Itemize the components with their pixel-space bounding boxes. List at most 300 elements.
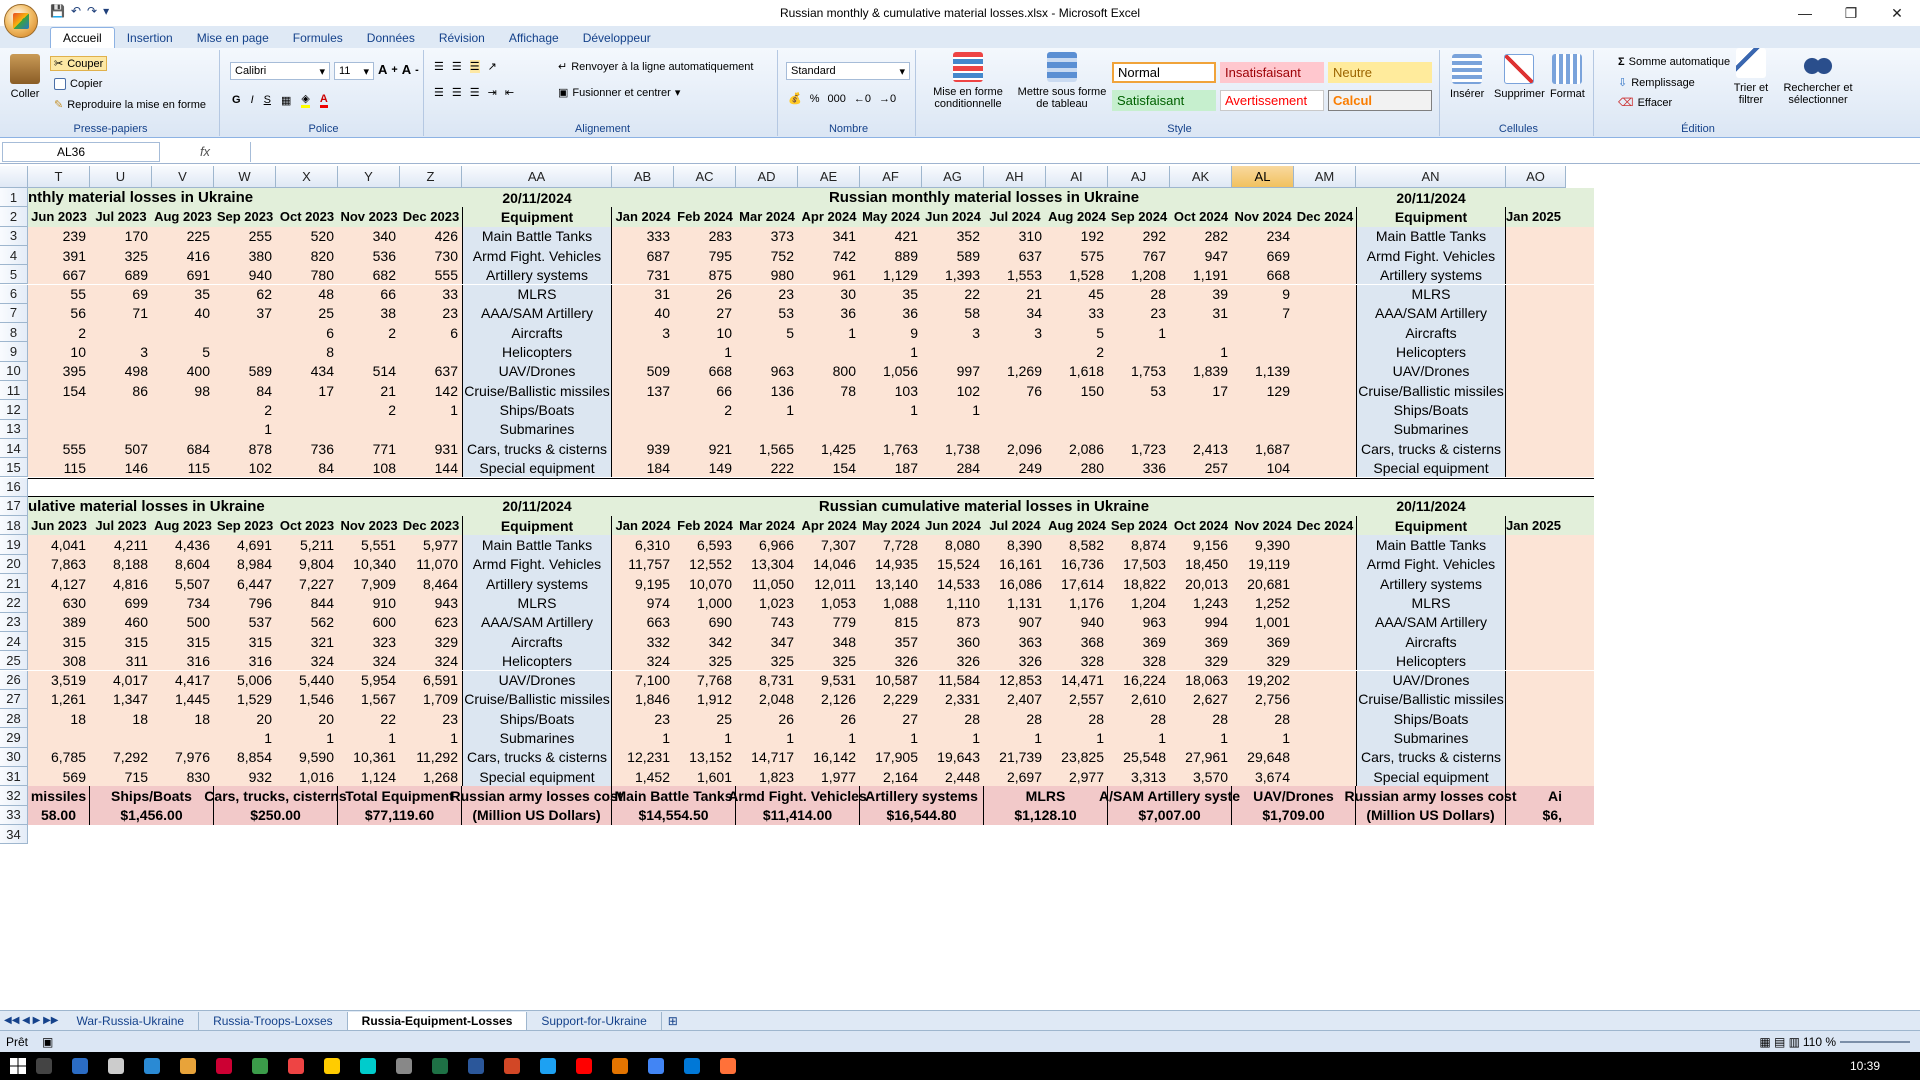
customize-qat-icon[interactable]: ▾ xyxy=(103,4,110,18)
data-cell[interactable]: 222 xyxy=(770,459,794,476)
data-cell[interactable] xyxy=(152,400,214,419)
data-cell[interactable]: 13,304 xyxy=(751,556,794,573)
data-cell[interactable]: 1,839 xyxy=(1192,363,1228,380)
data-cell[interactable]: 9,156 xyxy=(1192,537,1228,554)
data-cell[interactable]: 1,425 xyxy=(820,440,856,457)
data-cell[interactable]: 31 xyxy=(1212,305,1228,322)
data-cell[interactable]: 687 xyxy=(646,247,670,264)
style-normal[interactable]: Normal xyxy=(1112,62,1216,83)
excel-taskbar-icon[interactable] xyxy=(432,1058,448,1074)
data-cell[interactable] xyxy=(1108,420,1170,439)
tab-accueil[interactable]: Accueil xyxy=(50,27,115,48)
data-cell[interactable]: 39 xyxy=(1212,286,1228,303)
data-cell[interactable]: 17,614 xyxy=(1061,575,1104,592)
data-cell[interactable]: 66 xyxy=(716,382,732,399)
data-cell[interactable]: 910 xyxy=(372,594,396,611)
data-cell[interactable]: 815 xyxy=(894,614,918,631)
data-cell[interactable]: 668 xyxy=(1266,266,1290,283)
data-cell[interactable]: 2,096 xyxy=(1006,440,1042,457)
row-header-28[interactable]: 28 xyxy=(0,709,28,728)
row-header-20[interactable]: 20 xyxy=(0,555,28,574)
data-cell[interactable] xyxy=(1294,555,1356,574)
data-cell[interactable]: 699 xyxy=(124,594,148,611)
row-header-21[interactable]: 21 xyxy=(0,574,28,593)
tab-données[interactable]: Données xyxy=(366,31,415,45)
data-cell[interactable]: 6 xyxy=(450,324,458,341)
row-header-26[interactable]: 26 xyxy=(0,671,28,690)
data-cell[interactable] xyxy=(1294,709,1356,728)
data-cell[interactable]: 329 xyxy=(434,633,458,650)
data-cell[interactable]: 16,161 xyxy=(999,556,1042,573)
data-cell[interactable]: 1 xyxy=(1220,344,1228,361)
data-cell[interactable]: 460 xyxy=(124,614,148,631)
data-cell[interactable] xyxy=(1294,767,1356,786)
taskbar-app-icon[interactable] xyxy=(504,1058,520,1074)
data-cell[interactable]: 373 xyxy=(770,228,794,245)
data-cell[interactable]: 6 xyxy=(326,324,334,341)
column-header-t[interactable]: T xyxy=(28,166,90,188)
data-cell[interactable]: 21,739 xyxy=(999,749,1042,766)
taskbar-app-icon[interactable] xyxy=(144,1058,160,1074)
data-cell[interactable]: 315 xyxy=(186,633,210,650)
row-header-30[interactable]: 30 xyxy=(0,748,28,767)
data-cell[interactable]: 6,591 xyxy=(422,672,458,689)
data-cell[interactable]: 663 xyxy=(646,614,670,631)
data-cell[interactable]: 326 xyxy=(894,652,918,669)
data-cell[interactable]: 16,086 xyxy=(999,575,1042,592)
data-cell[interactable]: 8,080 xyxy=(944,537,980,554)
data-cell[interactable]: 5,211 xyxy=(300,537,334,554)
data-cell[interactable]: 507 xyxy=(124,440,148,457)
data-cell[interactable]: 332 xyxy=(646,633,670,650)
taskbar-app-icon[interactable] xyxy=(468,1058,484,1074)
data-cell[interactable]: 6,593 xyxy=(696,537,732,554)
data-cell[interactable]: 38 xyxy=(380,305,396,322)
data-cell[interactable]: 326 xyxy=(956,652,980,669)
row-header-4[interactable]: 4 xyxy=(0,246,28,265)
data-cell[interactable]: 537 xyxy=(248,614,272,631)
data-cell[interactable]: 889 xyxy=(894,247,918,264)
data-cell[interactable]: 369 xyxy=(1142,633,1166,650)
align-right-icon[interactable]: ☰ xyxy=(469,87,480,99)
data-cell[interactable]: 400 xyxy=(186,363,210,380)
data-cell[interactable]: 15,524 xyxy=(937,556,980,573)
data-cell[interactable]: 20 xyxy=(318,710,334,727)
data-cell[interactable]: 932 xyxy=(248,768,272,785)
data-cell[interactable]: 943 xyxy=(434,594,458,611)
column-header-af[interactable]: AF xyxy=(860,166,922,188)
style-neutral[interactable]: Neutre xyxy=(1328,62,1432,83)
data-cell[interactable] xyxy=(1294,420,1356,439)
row-header-29[interactable]: 29 xyxy=(0,728,28,747)
data-cell[interactable]: 352 xyxy=(956,228,980,245)
data-cell[interactable]: 26 xyxy=(778,710,794,727)
data-cell[interactable]: 1,204 xyxy=(1130,594,1166,611)
data-cell[interactable] xyxy=(922,420,984,439)
data-cell[interactable]: 1,445 xyxy=(174,691,210,708)
data-cell[interactable]: 280 xyxy=(1080,459,1104,476)
data-cell[interactable]: 4,691 xyxy=(236,537,272,554)
zoom-level[interactable]: 110 % xyxy=(1802,1034,1836,1049)
data-cell[interactable] xyxy=(1294,265,1356,284)
data-cell[interactable]: 23 xyxy=(442,710,458,727)
data-cell[interactable]: 86 xyxy=(132,382,148,399)
data-cell[interactable]: 324 xyxy=(434,652,458,669)
data-cell[interactable] xyxy=(90,323,152,342)
data-cell[interactable]: 743 xyxy=(770,614,794,631)
data-cell[interactable]: 3 xyxy=(1034,324,1042,341)
new-sheet-icon[interactable]: ⊞ xyxy=(667,1013,678,1028)
data-cell[interactable]: 2,413 xyxy=(1192,440,1228,457)
data-cell[interactable]: 873 xyxy=(956,614,980,631)
data-cell[interactable]: 184 xyxy=(646,459,670,476)
data-cell[interactable] xyxy=(1294,574,1356,593)
data-cell[interactable]: 1 xyxy=(450,730,458,747)
tab-révision[interactable]: Révision xyxy=(438,31,485,45)
data-cell[interactable]: 21 xyxy=(380,382,396,399)
data-cell[interactable]: 249 xyxy=(1018,459,1042,476)
data-cell[interactable]: 623 xyxy=(434,614,458,631)
orientation-icon[interactable]: ↗ xyxy=(487,61,497,73)
data-cell[interactable]: 1 xyxy=(1158,730,1166,747)
data-cell[interactable]: 11,757 xyxy=(628,556,670,573)
data-cell[interactable]: 2,756 xyxy=(1254,691,1290,708)
data-cell[interactable]: 341 xyxy=(832,228,856,245)
taskbar-app-icon[interactable] xyxy=(216,1058,232,1074)
column-header-x[interactable]: X xyxy=(276,166,338,188)
data-cell[interactable]: 234 xyxy=(1266,228,1290,245)
data-cell[interactable]: 16,736 xyxy=(1061,556,1104,573)
data-cell[interactable]: 40 xyxy=(654,305,670,322)
sheet-tab-russia-troops-loxses[interactable]: Russia-Troops-Loxses xyxy=(199,1012,348,1030)
column-header-an[interactable]: AN xyxy=(1356,166,1506,188)
windows-start-icon[interactable] xyxy=(10,1058,26,1074)
data-cell[interactable] xyxy=(152,323,214,342)
tab-formules[interactable]: Formules xyxy=(292,31,343,45)
taskbar-app-icon[interactable] xyxy=(288,1058,304,1074)
data-cell[interactable]: 31 xyxy=(654,286,670,303)
data-cell[interactable] xyxy=(1294,632,1356,651)
data-cell[interactable]: 1,208 xyxy=(1130,266,1166,283)
formula-input[interactable] xyxy=(250,142,1920,162)
data-cell[interactable] xyxy=(984,342,1046,361)
data-cell[interactable]: 715 xyxy=(124,768,148,785)
data-cell[interactable]: 10,587 xyxy=(875,672,918,689)
data-cell[interactable]: 1,191 xyxy=(1192,266,1228,283)
data-cell[interactable]: 8,582 xyxy=(1068,537,1104,554)
data-cell[interactable]: 1,269 xyxy=(1006,363,1042,380)
data-cell[interactable]: 1,261 xyxy=(50,691,86,708)
data-cell[interactable] xyxy=(1294,748,1356,767)
column-header-aa[interactable]: AA xyxy=(462,166,612,188)
column-header-u[interactable]: U xyxy=(90,166,152,188)
data-cell[interactable]: 1,601 xyxy=(696,768,732,785)
data-cell[interactable]: 1 xyxy=(786,730,794,747)
row-header-7[interactable]: 7 xyxy=(0,304,28,323)
data-cell[interactable]: 9,195 xyxy=(634,575,670,592)
data-cell[interactable]: 23,825 xyxy=(1061,749,1104,766)
data-cell[interactable]: 10,340 xyxy=(353,556,396,573)
data-cell[interactable] xyxy=(276,400,338,419)
data-cell[interactable]: 12,011 xyxy=(814,575,856,592)
data-cell[interactable]: 315 xyxy=(124,633,148,650)
taskbar-app-icon[interactable] xyxy=(612,1058,628,1074)
data-cell[interactable]: 324 xyxy=(646,652,670,669)
redo-icon[interactable]: ↷ xyxy=(87,4,98,18)
style-good[interactable]: Satisfaisant xyxy=(1112,90,1216,111)
row-header-33[interactable]: 33 xyxy=(0,806,28,825)
data-cell[interactable]: 108 xyxy=(372,459,396,476)
data-cell[interactable]: 23 xyxy=(778,286,794,303)
data-cell[interactable]: 380 xyxy=(248,247,272,264)
column-header-ag[interactable]: AG xyxy=(922,166,984,188)
data-cell[interactable]: 53 xyxy=(778,305,794,322)
data-cell[interactable]: 5,551 xyxy=(360,537,396,554)
data-cell[interactable]: 1,763 xyxy=(882,440,918,457)
data-cell[interactable]: 3 xyxy=(972,324,980,341)
style-bad[interactable]: Insatisfaisant xyxy=(1220,62,1324,83)
minimize-icon[interactable]: — xyxy=(1798,5,1812,21)
data-cell[interactable]: 4,436 xyxy=(174,537,210,554)
data-cell[interactable]: 33 xyxy=(442,286,458,303)
data-cell[interactable]: 1,139 xyxy=(1254,363,1290,380)
data-cell[interactable]: 2,610 xyxy=(1130,691,1166,708)
data-cell[interactable]: 1,528 xyxy=(1068,266,1104,283)
data-cell[interactable]: 7,227 xyxy=(298,575,334,592)
data-cell[interactable]: 10 xyxy=(70,344,86,361)
macro-icon[interactable]: ▣ xyxy=(42,1034,54,1049)
data-cell[interactable] xyxy=(736,342,798,361)
data-cell[interactable]: 7,728 xyxy=(882,537,918,554)
italic-icon[interactable]: I xyxy=(250,94,254,106)
data-cell[interactable]: 18,450 xyxy=(1185,556,1228,573)
merge-center-button[interactable]: ▣ Fusionner et centrer ▾ xyxy=(558,86,681,99)
data-cell[interactable]: 7,307 xyxy=(820,537,856,554)
data-cell[interactable]: 2,164 xyxy=(882,768,918,785)
data-cell[interactable]: 66 xyxy=(380,286,396,303)
data-cell[interactable]: 8,984 xyxy=(236,556,272,573)
data-cell[interactable]: 84 xyxy=(256,382,272,399)
data-cell[interactable] xyxy=(1294,285,1356,304)
data-cell[interactable]: 28 xyxy=(1150,710,1166,727)
data-cell[interactable]: 62 xyxy=(256,286,272,303)
data-cell[interactable]: 28 xyxy=(1026,710,1042,727)
data-cell[interactable] xyxy=(1232,400,1294,419)
conditional-format-button[interactable]: Mise en forme conditionnelle xyxy=(926,52,1010,110)
data-cell[interactable]: 14,533 xyxy=(937,575,980,592)
data-cell[interactable]: 1 xyxy=(910,730,918,747)
clear-button[interactable]: ⌫ Effacer xyxy=(1618,96,1673,109)
spreadsheet-grid[interactable] xyxy=(0,166,1910,1009)
align-middle-icon[interactable]: ☰ xyxy=(451,61,462,73)
column-header-am[interactable]: AM xyxy=(1294,166,1356,188)
column-header-ac[interactable]: AC xyxy=(674,166,736,188)
data-cell[interactable]: 569 xyxy=(62,768,86,785)
row-header-18[interactable]: 18 xyxy=(0,516,28,535)
data-cell[interactable]: 2,407 xyxy=(1006,691,1042,708)
row-header-34[interactable]: 34 xyxy=(0,825,28,844)
data-cell[interactable]: 500 xyxy=(186,614,210,631)
data-cell[interactable]: 555 xyxy=(62,440,86,457)
data-cell[interactable]: 389 xyxy=(62,614,86,631)
data-cell[interactable]: 187 xyxy=(894,459,918,476)
data-cell[interactable]: 1,056 xyxy=(882,363,918,380)
font-name-combo[interactable]: Calibri ▾ xyxy=(230,62,330,80)
taskbar-app-icon[interactable] xyxy=(576,1058,592,1074)
data-cell[interactable] xyxy=(1294,671,1356,690)
data-cell[interactable]: 1,176 xyxy=(1068,594,1104,611)
data-cell[interactable]: 14,471 xyxy=(1061,672,1104,689)
thousands-icon[interactable]: 000 xyxy=(827,92,846,105)
data-cell[interactable]: 71 xyxy=(132,305,148,322)
indent-icon[interactable]: ⇥ xyxy=(487,87,497,99)
data-cell[interactable]: 3 xyxy=(662,324,670,341)
data-cell[interactable]: 325 xyxy=(770,652,794,669)
data-cell[interactable]: 9 xyxy=(1282,286,1290,303)
data-cell[interactable]: 5,006 xyxy=(236,672,272,689)
data-cell[interactable]: 58 xyxy=(964,305,980,322)
data-cell[interactable]: 1,709 xyxy=(422,691,458,708)
data-cell[interactable]: 18 xyxy=(194,710,210,727)
data-cell[interactable]: 37 xyxy=(256,305,272,322)
row-header-9[interactable]: 9 xyxy=(0,342,28,361)
data-cell[interactable]: 691 xyxy=(186,266,210,283)
data-cell[interactable] xyxy=(152,728,214,747)
data-cell[interactable]: 45 xyxy=(1088,286,1104,303)
data-cell[interactable]: 1,753 xyxy=(1130,363,1166,380)
data-cell[interactable]: 1 xyxy=(910,401,918,418)
data-cell[interactable]: 2,448 xyxy=(944,768,980,785)
data-cell[interactable]: 1 xyxy=(910,344,918,361)
data-cell[interactable]: 730 xyxy=(434,247,458,264)
data-cell[interactable]: 1 xyxy=(1034,730,1042,747)
taskbar-app-icon[interactable] xyxy=(720,1058,736,1074)
data-cell[interactable] xyxy=(1294,458,1356,477)
data-cell[interactable]: 2,048 xyxy=(758,691,794,708)
data-cell[interactable]: 13,140 xyxy=(875,575,918,592)
data-cell[interactable]: 84 xyxy=(318,459,334,476)
borders-icon[interactable]: ▦ xyxy=(280,94,292,107)
data-cell[interactable] xyxy=(674,420,736,439)
data-cell[interactable] xyxy=(1046,400,1108,419)
zoom-slider[interactable] xyxy=(1840,1041,1910,1043)
data-cell[interactable]: 1,000 xyxy=(696,594,732,611)
data-cell[interactable]: 1 xyxy=(1158,324,1166,341)
data-cell[interactable]: 18 xyxy=(132,710,148,727)
data-cell[interactable]: 19,643 xyxy=(937,749,980,766)
data-cell[interactable]: 7 xyxy=(1282,305,1290,322)
data-cell[interactable]: 14,046 xyxy=(813,556,856,573)
data-cell[interactable]: 1 xyxy=(1282,730,1290,747)
row-header-12[interactable]: 12 xyxy=(0,400,28,419)
data-cell[interactable]: 13,152 xyxy=(689,749,732,766)
data-cell[interactable]: 689 xyxy=(124,266,148,283)
data-cell[interactable]: 56 xyxy=(70,305,86,322)
data-cell[interactable]: 360 xyxy=(956,633,980,650)
data-cell[interactable] xyxy=(984,420,1046,439)
data-cell[interactable] xyxy=(984,400,1046,419)
data-cell[interactable]: 292 xyxy=(1142,228,1166,245)
data-cell[interactable]: 55 xyxy=(70,286,86,303)
data-cell[interactable]: 137 xyxy=(646,382,670,399)
data-cell[interactable]: 316 xyxy=(186,652,210,669)
data-cell[interactable]: 1,243 xyxy=(1192,594,1228,611)
fx-icon[interactable]: fx xyxy=(199,144,211,159)
data-cell[interactable]: 136 xyxy=(770,382,794,399)
data-cell[interactable]: 7,863 xyxy=(50,556,86,573)
data-cell[interactable] xyxy=(1294,439,1356,458)
sheet-tab-support-for-ukraine[interactable]: Support-for-Ukraine xyxy=(527,1012,661,1030)
data-cell[interactable]: 1 xyxy=(450,401,458,418)
row-header-24[interactable]: 24 xyxy=(0,632,28,651)
data-cell[interactable] xyxy=(798,420,860,439)
name-box[interactable]: AL36 xyxy=(2,142,160,162)
row-header-23[interactable]: 23 xyxy=(0,613,28,632)
data-cell[interactable]: 225 xyxy=(186,228,210,245)
data-cell[interactable]: 19,119 xyxy=(1248,556,1290,573)
data-cell[interactable]: 8,390 xyxy=(1006,537,1042,554)
data-cell[interactable]: 1 xyxy=(848,730,856,747)
style-calc[interactable]: Calcul xyxy=(1328,90,1432,111)
font-size-combo[interactable]: 11 ▾ xyxy=(334,62,374,80)
data-cell[interactable]: 1,912 xyxy=(696,691,732,708)
data-cell[interactable] xyxy=(1294,342,1356,361)
column-header-al[interactable]: AL xyxy=(1232,166,1294,188)
data-cell[interactable]: 1,529 xyxy=(236,691,272,708)
column-header-aj[interactable]: AJ xyxy=(1108,166,1170,188)
data-cell[interactable]: 963 xyxy=(1142,614,1166,631)
autosum-button[interactable]: Σ Somme automatique xyxy=(1618,56,1731,68)
data-cell[interactable]: 6,966 xyxy=(758,537,794,554)
data-cell[interactable]: 329 xyxy=(1266,652,1290,669)
data-cell[interactable]: 7,292 xyxy=(112,749,148,766)
data-cell[interactable] xyxy=(1294,381,1356,400)
data-cell[interactable]: 129 xyxy=(1266,382,1290,399)
data-cell[interactable]: 28 xyxy=(964,710,980,727)
row-header-13[interactable]: 13 xyxy=(0,420,28,439)
data-cell[interactable]: 434 xyxy=(310,363,334,380)
data-cell[interactable]: 19,202 xyxy=(1247,672,1290,689)
data-cell[interactable]: 16,142 xyxy=(813,749,856,766)
data-cell[interactable]: 8,874 xyxy=(1130,537,1166,554)
data-cell[interactable] xyxy=(28,400,90,419)
data-cell[interactable]: 1 xyxy=(848,324,856,341)
data-cell[interactable]: 35 xyxy=(194,286,210,303)
data-cell[interactable]: 316 xyxy=(248,652,272,669)
row-header-25[interactable]: 25 xyxy=(0,651,28,670)
data-cell[interactable]: 6,785 xyxy=(50,749,86,766)
data-cell[interactable]: 284 xyxy=(956,459,980,476)
taskbar-app-icon[interactable] xyxy=(72,1058,88,1074)
align-bottom-icon[interactable]: ☰ xyxy=(469,61,480,73)
data-cell[interactable]: 3,519 xyxy=(50,672,86,689)
row-header-3[interactable]: 3 xyxy=(0,227,28,246)
data-cell[interactable]: 28 xyxy=(1088,710,1104,727)
data-cell[interactable]: 102 xyxy=(956,382,980,399)
data-cell[interactable]: 8,188 xyxy=(112,556,148,573)
data-cell[interactable]: 1 xyxy=(724,344,732,361)
data-cell[interactable]: 589 xyxy=(248,363,272,380)
data-cell[interactable] xyxy=(28,420,90,439)
data-cell[interactable]: 10,361 xyxy=(353,749,396,766)
data-cell[interactable]: 637 xyxy=(434,363,458,380)
data-cell[interactable]: 779 xyxy=(832,614,856,631)
data-cell[interactable]: 875 xyxy=(708,266,732,283)
data-cell[interactable] xyxy=(90,728,152,747)
data-cell[interactable]: 69 xyxy=(132,286,148,303)
data-cell[interactable]: 2,229 xyxy=(882,691,918,708)
sheet-tab-russia-equipment-losses[interactable]: Russia-Equipment-Losses xyxy=(348,1012,528,1030)
